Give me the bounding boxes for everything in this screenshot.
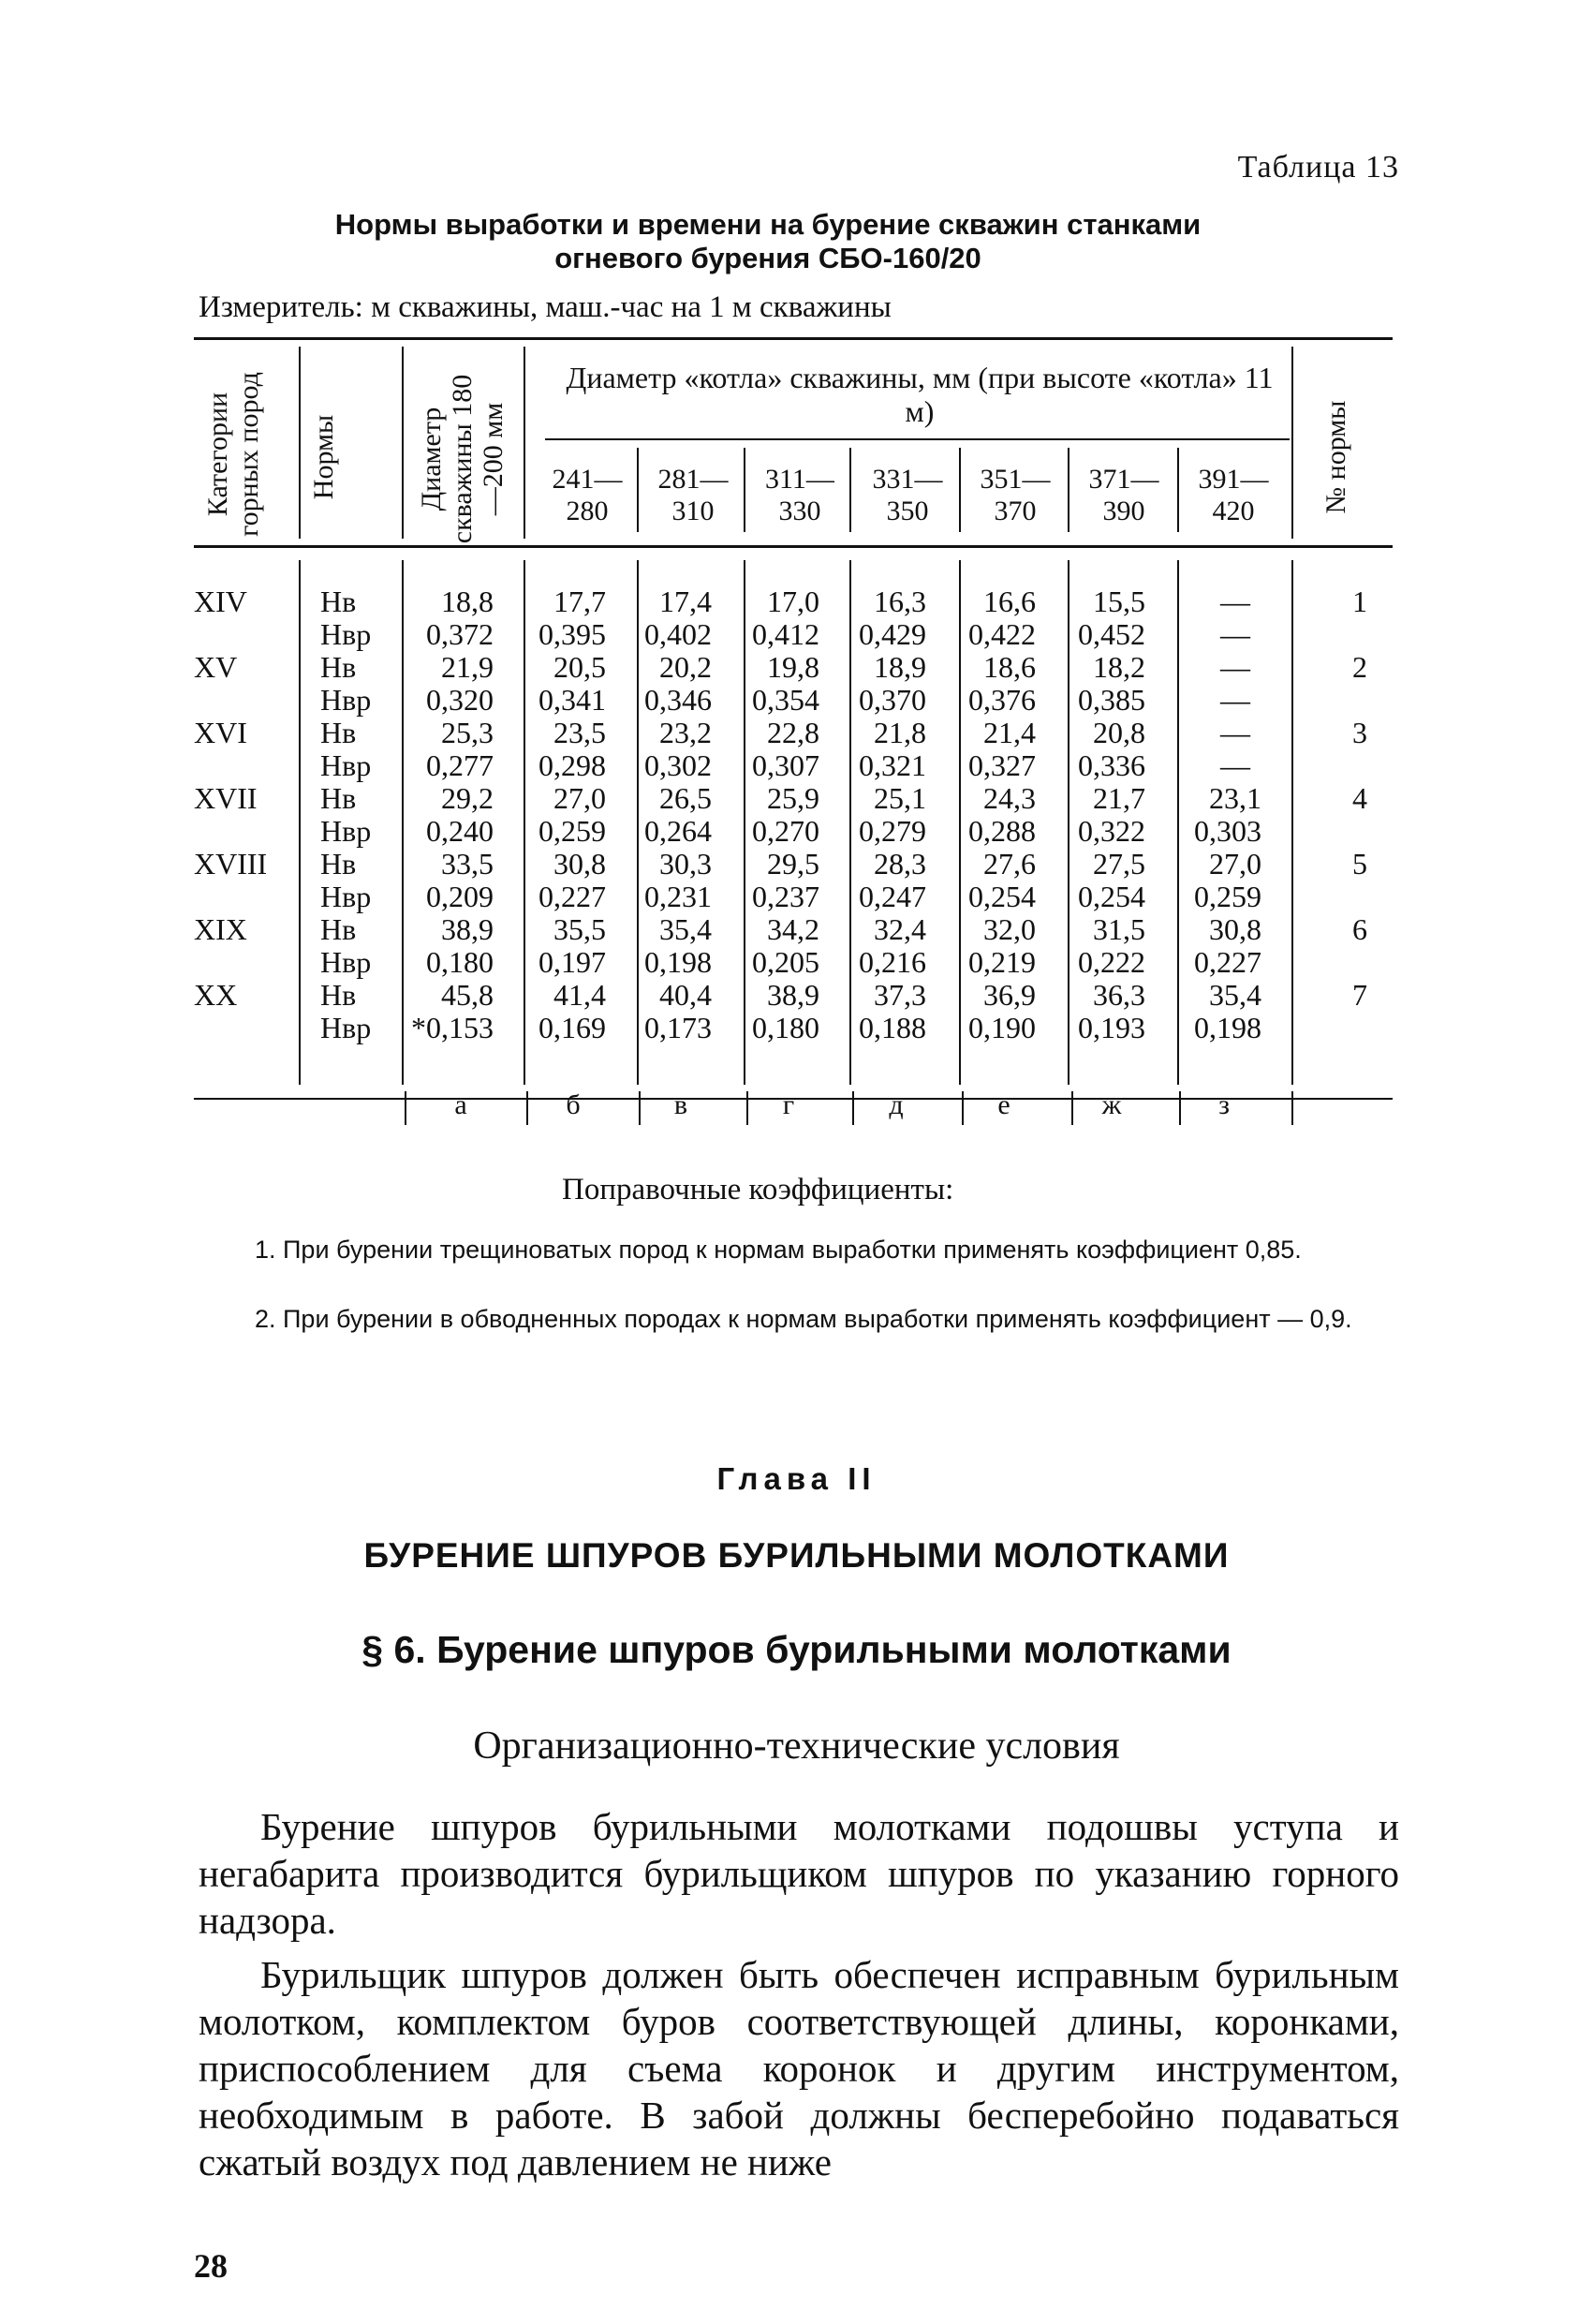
range-header: 331— 350	[872, 464, 943, 526]
norm-value: 0,327	[968, 748, 1036, 782]
norm-value: 35,4	[1209, 978, 1261, 1012]
range-header: 391— 420	[1198, 464, 1269, 526]
letter-separator	[852, 1091, 854, 1125]
group-header-diameter: Диаметр «котла» скважины, мм (при высоте «котла» 11 м)	[566, 361, 1274, 428]
norm-value: 0,254	[1078, 880, 1145, 913]
rock-category: XIV	[194, 585, 247, 618]
range-header: 351— 370	[980, 464, 1051, 526]
norm-value: 21,7	[1093, 781, 1145, 815]
column-letters	[194, 1082, 1393, 1129]
norm-value: 0,197	[538, 945, 606, 979]
rock-category: XVI	[194, 716, 247, 749]
col-header-norms: Нормы	[308, 414, 339, 500]
norm-number: 5	[1352, 847, 1367, 881]
norm-value: —	[1220, 748, 1250, 782]
header-divider	[524, 347, 525, 539]
rock-category: XIX	[194, 912, 247, 946]
norm-value: 0,376	[968, 683, 1036, 717]
norm-type: Нвр	[320, 748, 372, 782]
table-row	[194, 585, 1393, 618]
table-label: Таблица 13	[1237, 150, 1399, 185]
norm-value: 29,5	[767, 847, 819, 881]
norm-value: 23,2	[659, 716, 712, 749]
norm-number: 2	[1352, 650, 1367, 684]
measure-unit: Измеритель: м скважины, маш.-час на 1 м скважины	[199, 290, 892, 324]
norm-value: 29,2	[441, 781, 494, 815]
table-title-line-2: огневого бурения СБО-160/20	[554, 242, 981, 274]
norm-value: 0,237	[752, 880, 819, 913]
norm-value: 0,320	[426, 683, 494, 717]
norm-value: 0,370	[859, 683, 926, 717]
norm-value: 0,422	[968, 617, 1036, 651]
coefficient-note-1: 1. При бурении трещиноватых пород к нормам выработки применять коэффициент 0,85.	[255, 1236, 1302, 1264]
body-text	[199, 1803, 1399, 2193]
norm-value: 30,8	[553, 847, 606, 881]
header-divider	[1291, 347, 1293, 539]
norm-value: 34,2	[767, 912, 819, 946]
norm-value: 0,279	[859, 814, 926, 848]
norm-value: 22,8	[767, 716, 819, 749]
table-row	[194, 881, 1393, 913]
norm-value: 17,7	[553, 585, 606, 618]
norm-value: 31,5	[1093, 912, 1145, 946]
coefficients-title: Поправочные коэффициенты:	[562, 1173, 954, 1206]
table-row	[194, 651, 1393, 684]
header-divider	[959, 448, 961, 532]
norm-value: 32,0	[983, 912, 1036, 946]
norm-value: —	[1220, 617, 1250, 651]
norm-value: 25,1	[874, 781, 926, 815]
header-divider	[402, 347, 404, 539]
norm-value: 35,5	[553, 912, 606, 946]
norm-value: 0,193	[1078, 1011, 1145, 1044]
header-divider	[1177, 448, 1179, 532]
page-number: 28	[194, 2247, 228, 2285]
col-header-category: Категории горных пород	[202, 372, 264, 537]
range-header: 371— 390	[1088, 464, 1159, 526]
norm-value: 0,264	[644, 814, 712, 848]
norm-value: 24,3	[983, 781, 1036, 815]
col-header-diameter: Диаметр скважины 180—200 мм	[416, 374, 509, 544]
group-header-underline	[545, 438, 1290, 440]
norm-value: 28,3	[874, 847, 926, 881]
paragraph: Бурильщик шпуров должен быть обеспечен исправным бурильным молотком, комплектом буров соответствующей длины, коронками, приспособлением для съема коронок и другим инструментом, необходимым в работе. В забой должны бесперебойно подаваться сжатый воздух под давлением не ниже	[199, 1953, 1399, 2183]
section-title: § 6. Бурение шпуров бурильными молотками	[361, 1628, 1232, 1671]
norm-type: Нвр	[320, 880, 372, 913]
norm-value: 0,270	[752, 814, 819, 848]
norm-value: 0,412	[752, 617, 819, 651]
norm-value: 0,222	[1078, 945, 1145, 979]
norm-value: 0,307	[752, 748, 819, 782]
norm-value: 0,180	[426, 945, 494, 979]
norm-value: 37,3	[874, 978, 926, 1012]
norm-value: 20,8	[1093, 716, 1145, 749]
norm-value: 0,288	[968, 814, 1036, 848]
table-row	[194, 717, 1393, 749]
norm-value: 16,3	[874, 585, 926, 618]
norm-value: 25,9	[767, 781, 819, 815]
chapter-label: Глава II	[716, 1461, 877, 1496]
norm-value: 38,9	[767, 978, 819, 1012]
norm-type: Нв	[320, 650, 357, 684]
column-letter: а	[454, 1089, 467, 1120]
norm-value: 20,2	[659, 650, 712, 684]
norm-value: 0,227	[1194, 945, 1261, 979]
table-row	[194, 946, 1393, 979]
norm-value: 17,4	[659, 585, 712, 618]
column-letter: е	[997, 1089, 1010, 1120]
table-row	[194, 1012, 1393, 1044]
norm-value: 0,240	[426, 814, 494, 848]
norm-type: Нвр	[320, 814, 372, 848]
norm-value: 0,209	[426, 880, 494, 913]
norm-value: 0,322	[1078, 814, 1145, 848]
norm-value: 30,3	[659, 847, 712, 881]
norm-type: Нв	[320, 978, 357, 1012]
norm-type: Нв	[320, 847, 357, 881]
range-header: 281— 310	[657, 464, 729, 526]
norm-value: 0,372	[426, 617, 494, 651]
letter-separator	[1179, 1091, 1181, 1125]
col-header-number: № нормы	[1320, 400, 1351, 514]
norm-value: 26,5	[659, 781, 712, 815]
norm-value: 41,4	[553, 978, 606, 1012]
header-divider	[299, 347, 301, 539]
norm-value: 0,173	[644, 1011, 712, 1044]
norm-value: 23,5	[553, 716, 606, 749]
norm-value: 21,9	[441, 650, 494, 684]
range-header: 241— 280	[552, 464, 623, 526]
column-letter: б	[566, 1089, 581, 1120]
table-title-line-1: Нормы выработки и времени на бурение скважин станками	[334, 208, 1202, 241]
norm-value: 0,259	[538, 814, 606, 848]
norm-value: 0,190	[968, 1011, 1036, 1044]
norm-value: 21,4	[983, 716, 1036, 749]
table-row	[194, 815, 1393, 848]
norm-value: 0,198	[644, 945, 712, 979]
norm-value: 30,8	[1209, 912, 1261, 946]
norm-value: 0,303	[1194, 814, 1261, 848]
rock-category: XX	[194, 978, 238, 1012]
norm-value: 40,4	[659, 978, 712, 1012]
norm-value: 0,188	[859, 1011, 926, 1044]
norm-type: Нв	[320, 912, 357, 946]
table-row	[194, 684, 1393, 717]
norm-value: 0,385	[1078, 683, 1145, 717]
norm-value: 0,254	[968, 880, 1036, 913]
norm-value: —	[1220, 683, 1250, 717]
subsection-title: Организационно-технические условия	[473, 1724, 1120, 1768]
column-letter: ж	[1101, 1089, 1122, 1120]
norm-value: 25,3	[441, 716, 494, 749]
norm-value: —	[1220, 585, 1250, 618]
column-letter: г	[782, 1089, 795, 1120]
norm-number: 3	[1352, 716, 1367, 749]
norm-value: 21,8	[874, 716, 926, 749]
letter-separator	[962, 1091, 964, 1125]
rock-category: XVII	[194, 781, 258, 815]
table-row	[194, 749, 1393, 782]
table-row	[194, 782, 1393, 815]
norm-value: 36,9	[983, 978, 1036, 1012]
table-title	[243, 208, 1292, 275]
norm-value: 0,336	[1078, 748, 1145, 782]
norm-value: 0,169	[538, 1011, 606, 1044]
letter-separator	[746, 1091, 748, 1125]
norm-value: 0,298	[538, 748, 606, 782]
norm-value: 16,6	[983, 585, 1036, 618]
norm-value: 32,4	[874, 912, 926, 946]
letter-separator	[405, 1091, 406, 1125]
table-row	[194, 848, 1393, 881]
range-header: 311— 330	[765, 464, 834, 526]
paragraph: Бурение шпуров бурильными молотками подошвы уступа и негабарита производится бурильщиком шпуров по указанию горного надзора.	[199, 1805, 1399, 1942]
norm-value: 0,452	[1078, 617, 1145, 651]
norm-value: 18,9	[874, 650, 926, 684]
norm-value: 0,205	[752, 945, 819, 979]
table-header-rule	[194, 545, 1393, 548]
norm-value: 0,259	[1194, 880, 1261, 913]
norm-value: 18,2	[1093, 650, 1145, 684]
norm-value: 19,8	[767, 650, 819, 684]
norm-type: Нв	[320, 716, 357, 749]
norm-type: Нвр	[320, 617, 372, 651]
norm-value: 18,6	[983, 650, 1036, 684]
column-letter: в	[673, 1089, 688, 1120]
letter-separator	[1071, 1091, 1073, 1125]
norm-value: 27,6	[983, 847, 1036, 881]
norm-value: 0,429	[859, 617, 926, 651]
norm-value: 23,1	[1209, 781, 1261, 815]
norm-value: 0,321	[859, 748, 926, 782]
norm-value: 0,277	[426, 748, 494, 782]
norm-value: 33,5	[441, 847, 494, 881]
norm-number: 6	[1352, 912, 1367, 946]
norm-number: 4	[1352, 781, 1367, 815]
letter-separator	[526, 1091, 528, 1125]
table-row	[194, 618, 1393, 651]
norm-value: 0,231	[644, 880, 712, 913]
norm-value: 17,0	[767, 585, 819, 618]
chapter-title: БУРЕНИЕ ШПУРОВ БУРИЛЬНЫМИ МОЛОТКАМИ	[363, 1536, 1230, 1575]
norm-value: 0,219	[968, 945, 1036, 979]
rock-category: XVIII	[194, 847, 268, 881]
norm-value: 0,247	[859, 880, 926, 913]
column-letter: з	[1218, 1089, 1230, 1120]
norm-type: Нвр	[320, 945, 372, 979]
norm-value: 18,8	[441, 585, 494, 618]
norm-value: 15,5	[1093, 585, 1145, 618]
coefficient-note-2: 2. При бурении в обводненных породах к нормам выработки применять коэффициент — 0,9.	[255, 1305, 1352, 1333]
norm-value: *0,153	[411, 1011, 494, 1044]
letter-separator	[1291, 1091, 1293, 1125]
rock-category: XV	[194, 650, 238, 684]
norm-value: 36,3	[1093, 978, 1145, 1012]
norm-value: 27,0	[553, 781, 606, 815]
norm-value: 45,8	[441, 978, 494, 1012]
norm-value: 0,198	[1194, 1011, 1261, 1044]
norm-value: 0,302	[644, 748, 712, 782]
norm-value: 27,0	[1209, 847, 1261, 881]
norm-value: 0,354	[752, 683, 819, 717]
norm-type: Нв	[320, 781, 357, 815]
norm-value: 38,9	[441, 912, 494, 946]
norm-value: 0,341	[538, 683, 606, 717]
norm-value: 0,402	[644, 617, 712, 651]
norm-value: —	[1220, 650, 1250, 684]
letter-separator	[639, 1091, 641, 1125]
header-divider	[1068, 448, 1069, 532]
norm-value: 0,216	[859, 945, 926, 979]
table-row	[194, 913, 1393, 946]
norm-type: Нвр	[320, 683, 372, 717]
table-row	[194, 979, 1393, 1012]
column-letter: д	[889, 1089, 904, 1120]
norm-value: 0,346	[644, 683, 712, 717]
norm-value: —	[1220, 716, 1250, 749]
norm-value: 0,395	[538, 617, 606, 651]
norm-value: 20,5	[553, 650, 606, 684]
norm-value: 35,4	[659, 912, 712, 946]
norm-type: Нв	[320, 585, 357, 618]
norm-type: Нвр	[320, 1011, 372, 1044]
norm-value: 27,5	[1093, 847, 1145, 881]
norm-value: 0,180	[752, 1011, 819, 1044]
norm-value: 0,227	[538, 880, 606, 913]
norm-number: 1	[1352, 585, 1367, 618]
norm-number: 7	[1352, 978, 1367, 1012]
table-top-rule	[194, 337, 1393, 340]
